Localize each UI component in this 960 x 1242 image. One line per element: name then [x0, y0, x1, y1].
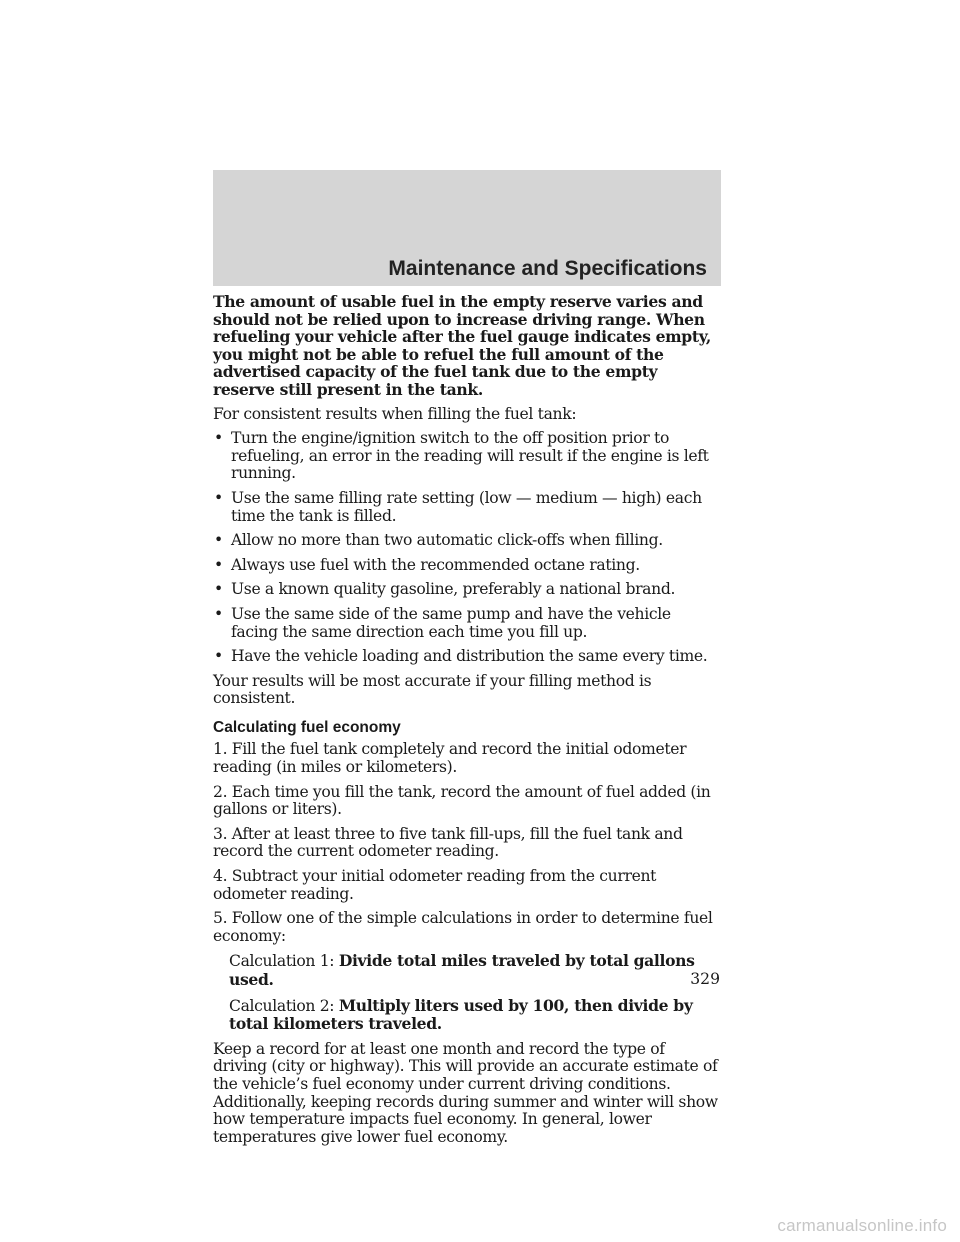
header-band: [213, 170, 721, 286]
page-content: [213, 293, 721, 1153]
bullet-icon: •: [214, 531, 223, 550]
list-item: [213, 430, 721, 483]
list-item-text: Turn the engine/ignition switch to the off position prior to refueling, an error in the reading will result if the engine is left running.: [231, 429, 709, 483]
list-item-text: Always use fuel with the recommended octane rating.: [231, 555, 640, 574]
list-item-text: Use a known quality gasoline, preferably a national brand.: [231, 580, 676, 599]
list-item-text: Allow no more than two automatic click-offs when filling.: [231, 531, 663, 550]
step-item: 3. After at least three to five tank fill-ups, fill the fuel tank and record the current odometer reading.: [213, 824, 683, 861]
step-item: 2. Each time you fill the tank, record the amount of fuel added (in gallons or liters).: [213, 782, 711, 819]
calculation-1: [213, 952, 721, 989]
bullet-icon: •: [214, 604, 223, 623]
step-item: 5. Follow one of the simple calculations in order to determine fuel economy:: [213, 909, 713, 945]
calculation-2: [213, 997, 721, 1034]
bullet-icon: •: [214, 580, 223, 599]
list-item-text: Have the vehicle loading and distribution the same every time.: [231, 647, 708, 666]
bullet-icon: •: [214, 647, 223, 666]
section-header-title: Maintenance and Specifications: [388, 257, 707, 280]
filling-tips-list: [213, 430, 721, 666]
intro-paragraph: For consistent results when filling the fuel tank:: [213, 404, 577, 423]
list-item: [213, 581, 721, 599]
list-item: [213, 532, 721, 550]
list-item-text: Use the same side of the same pump and have the vehicle facing the same direction each time you fill up.: [231, 604, 671, 641]
fuel-reserve-warning: The amount of usable fuel in the empty reserve varies and should not be relied upon to increase driving range. When refueling your vehicle after the fuel gauge indicates empty, you might not be able to refuel the full amount of the advertised capacity of the fuel tank due to the empty reserve still present in the tank.: [213, 292, 712, 399]
watermark: carmanualsonline.info: [777, 1216, 947, 1235]
list-item: [213, 648, 721, 666]
section-heading: Calculating fuel economy: [213, 718, 401, 736]
list-item-text: Use the same filling rate setting (low — medium — high) each time the tank is filled.: [231, 488, 702, 525]
bullet-icon: •: [214, 555, 223, 574]
calculation-formula: Divide total miles traveled by total gallons used.: [229, 951, 695, 989]
calculation-formula: Multiply liters used by 100, then divide by total kilometers traveled.: [229, 995, 693, 1034]
closing-paragraph: Keep a record for at least one month and record the type of driving (city or highway). This will provide an accurate estimate of the vehicle’s fuel economy under current driving conditions. Additionally, keeping records during summer and winter will show how temperature impacts fuel economy. In general, lower temperatures give lower fuel economy.: [213, 1039, 718, 1146]
page-number: 329: [690, 970, 720, 988]
calculation-label: Calculation 2:: [229, 996, 335, 1015]
step-item: 1. Fill the fuel tank completely and record the initial odometer reading (in miles or kilometers).: [213, 740, 687, 777]
list-item: [213, 606, 721, 641]
bullet-icon: •: [214, 488, 223, 507]
list-item: [213, 490, 721, 525]
step-item: 4. Subtract your initial odometer reading from the current odometer reading.: [213, 867, 657, 903]
list-item: [213, 557, 721, 575]
bullet-icon: •: [214, 429, 223, 448]
results-note: Your results will be most accurate if your filling method is consistent.: [213, 671, 652, 708]
calculation-label: Calculation 1:: [229, 952, 335, 971]
